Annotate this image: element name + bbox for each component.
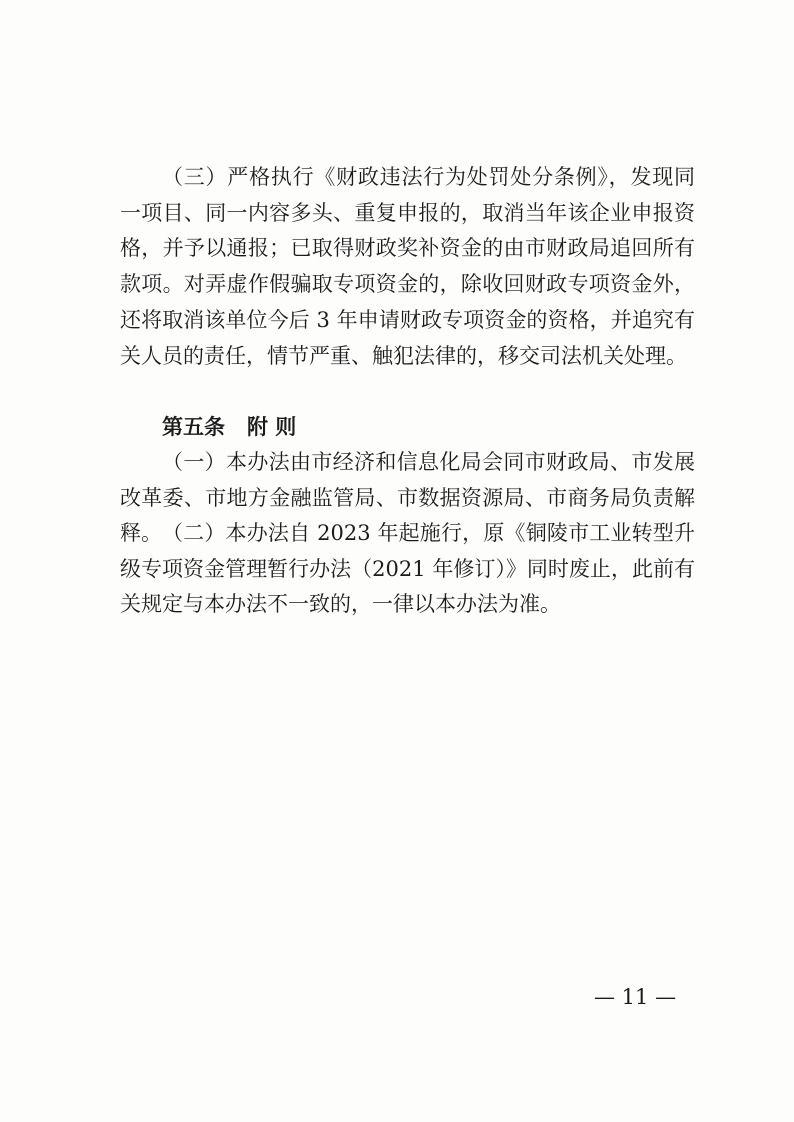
article-title: 附 则 bbox=[247, 415, 297, 439]
paragraph-section-3 bbox=[120, 160, 695, 374]
clause-text: （二）本办法自 2023 年起施行，原《铜陵市工业转型升级专项资金管理暂行办法（2021 年修订）》同时废止，此前有关规定与本办法不一致的，一律以本办法为准。 bbox=[120, 521, 695, 617]
page-number: — 11 — bbox=[594, 985, 677, 1009]
article-5-heading bbox=[162, 410, 296, 446]
clause-text: （一）本办法由市经济和信息化局会同市财政局、市发展改革委、市地方金融监管局、市数据资源局、市商务局负责解释。 bbox=[120, 450, 695, 546]
paragraph-text: （三）严格执行《财政违法行为处罚处分条例》，发现同一项目、同一内容多头、重复申报的，取消当年该企业申报资格，并予以通报；已取得财政奖补资金的由市财政局追回所有款项。对弄虚作假骗取专项资金的，除收回财政专项资金外，还将取消该单位今后 3 年申请财政专项资金的资格，并追究有关人员的责任，情节严重、触犯法律的，移交司法机关处理。 bbox=[120, 165, 695, 368]
article-number: 第五条 bbox=[162, 415, 225, 439]
clause-2 bbox=[120, 516, 695, 623]
